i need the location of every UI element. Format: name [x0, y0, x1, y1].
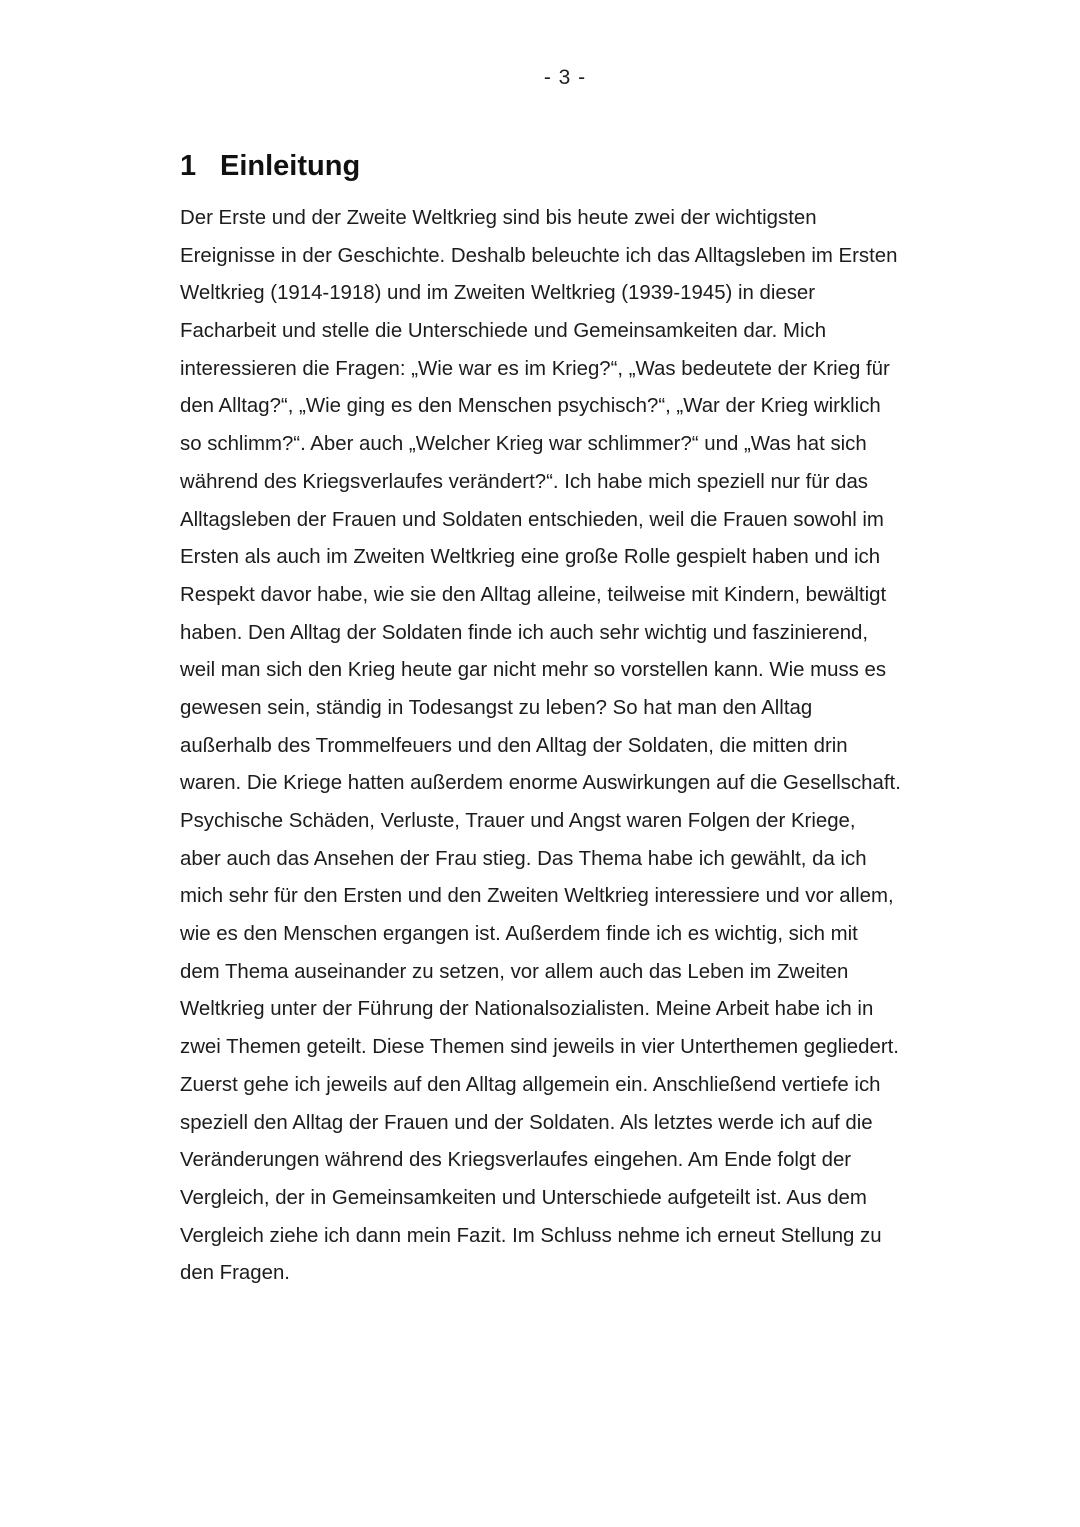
paragraph-line: Respekt davor habe, wie sie den Alltag alleine, teilweise mit Kindern, bewältigt	[180, 583, 887, 606]
paragraph-line: dem Thema auseinander zu setzen, vor allem auch das Leben im Zweiten	[180, 960, 849, 983]
paragraph-line: Vergleich, der in Gemeinsamkeiten und Unterschiede aufgeteilt ist. Aus dem	[180, 1186, 867, 1209]
paragraph-line: Veränderungen während des Kriegsverlaufes eingehen. Am Ende folgt der	[180, 1149, 852, 1172]
section-number: 1	[180, 150, 197, 182]
paragraph-line: Zuerst gehe ich jeweils auf den Alltag allgemein ein. Anschließend vertiefe ich	[180, 1073, 881, 1096]
paragraph-line: während des Kriegsverlaufes verändert?“. Ich habe mich speziell nur für das	[180, 470, 868, 493]
paragraph-line: so schlimm?“. Aber auch „Welcher Krieg war schlimmer?“ und „Was hat sich	[180, 433, 867, 456]
paragraph-line: weil man sich den Krieg heute gar nicht mehr so vorstellen kann. Wie muss es	[180, 659, 887, 682]
section-title: Einleitung	[220, 150, 361, 182]
paragraph-line: außerhalb des Trommelfeuers und den Alltag der Soldaten, die mitten drin	[180, 734, 848, 757]
page-number: - 3 -	[543, 66, 587, 89]
paragraph-line: Facharbeit und stelle die Unterschiede und Gemeinsamkeiten dar. Mich	[180, 320, 827, 343]
paragraph-line: mich sehr für den Ersten und den Zweiten Weltkrieg interessiere und vor allem,	[180, 885, 894, 908]
paragraph-line: Weltkrieg unter der Führung der Nationalsozialisten. Meine Arbeit habe ich in	[180, 998, 874, 1021]
paragraph-line: haben. Den Alltag der Soldaten finde ich auch sehr wichtig und faszinierend,	[180, 621, 869, 644]
paragraph-line: Vergleich ziehe ich dann mein Fazit. Im Schluss nehme ich erneut Stellung zu	[180, 1224, 882, 1247]
paragraph-line: zwei Themen geteilt. Diese Themen sind jeweils in vier Unterthemen gegliedert.	[180, 1036, 899, 1059]
paragraph-line: speziell den Alltag der Frauen und der Soldaten. Als letztes werde ich auf die	[180, 1111, 873, 1134]
paragraph-line: waren. Die Kriege hatten außerdem enorme Auswirkungen auf die Gesellschaft.	[180, 772, 901, 795]
paragraph-line: interessieren die Fragen: „Wie war es im Krieg?“, „Was bedeutete der Krieg für	[180, 357, 890, 380]
body-paragraph	[180, 200, 970, 1293]
paragraph-line: wie es den Menschen ergangen ist. Außerdem finde ich es wichtig, sich mit	[180, 923, 858, 946]
paragraph-line: Psychische Schäden, Verluste, Trauer und Angst waren Folgen der Kriege,	[180, 810, 856, 832]
paragraph-line: Weltkrieg (1914-1918) und im Zweiten Weltkrieg (1939-1945) in dieser	[180, 282, 816, 305]
paragraph-line: aber auch das Ansehen der Frau stieg. Das Thema habe ich gewählt, da ich	[180, 847, 867, 870]
paragraph-line: Ersten als auch im Zweiten Weltkrieg eine große Rolle gespielt haben und ich	[180, 546, 881, 569]
paragraph-line: Ereignisse in der Geschichte. Deshalb beleuchte ich das Alltagsleben im Ersten	[180, 244, 898, 267]
paragraph-line: Alltagsleben der Frauen und Soldaten entschieden, weil die Frauen sowohl im	[180, 508, 884, 531]
paragraph-line: den Alltag?“, „Wie ging es den Menschen psychisch?“, „War der Krieg wirklich	[180, 395, 881, 418]
section-heading	[180, 150, 360, 183]
paragraph-line: Der Erste und der Zweite Weltkrieg sind bis heute zwei der wichtigsten	[180, 207, 817, 229]
paragraph-line: den Fragen.	[180, 1262, 290, 1285]
paragraph-line: gewesen sein, ständig in Todesangst zu leben? So hat man den Alltag	[180, 696, 813, 719]
